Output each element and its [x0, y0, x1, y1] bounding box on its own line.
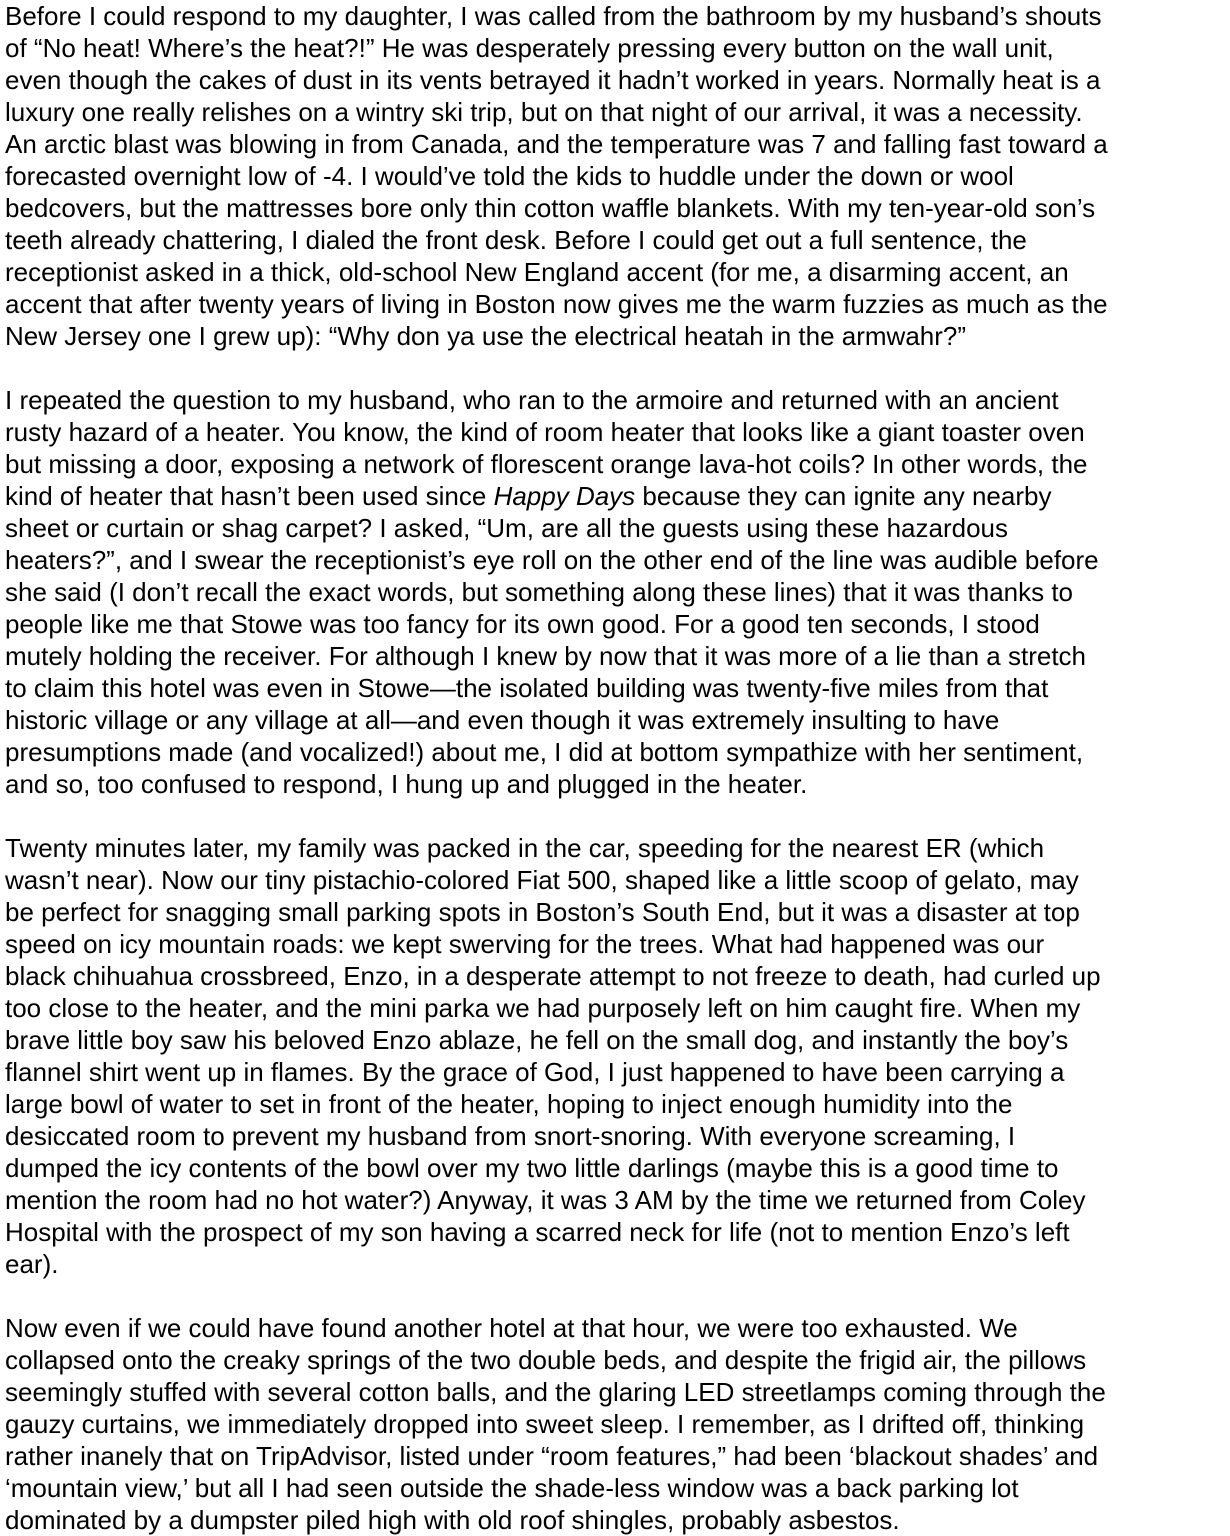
paragraph-emergency-room: Twenty minutes later, my family was packed in the car, speeding for the nearest ER (which wasn’t near). Now our tiny pistachio-colored Fiat 500, shaped like a little scoop of gelato, may be perfect for snagging small parking spots in Boston’s South End, but it was a disaster at top speed on icy mountain roads: we kept swerving for the trees. What had happened was our black chihuahua crossbreed, Enzo, in a desperate attempt to not freeze to death, had curled up too close to the heater, and the mini parka we had purposely left on him caught fire. When my brave little boy saw his beloved Enzo ablaze, he fell on the small dog, and instantly the boy’s flannel shirt went up in flames. By the grace of God, I just happened to have been carrying a large bowl of water to set in front of the heater, hoping to inject enough humidity into the desiccated room to prevent my husband from snort-snoring. With everyone screaming, I dumped the icy contents of the bowl over my two little darlings (maybe this is a good time to mention the room had no hot water?) Anyway, it was 3 AM by the time we returned from Coley Hospital with the prospect of my son having a scarred neck for life (not to mention Enzo’s left ear).: [5, 833, 1101, 1279]
paragraph-sleep: Now even if we could have found another hotel at that hour, we were too exhausted. We collapsed onto the creaky springs of the two double beds, and despite the frigid air, the pillows seemingly stuffed with several cotton balls, and the glaring LED streetlamps coming through the gauzy curtains, we immediately dropped into sweet sleep. I remember, as I drifted off, thinking rather inanely that on TripAdvisor, listed under “room features,” had been ‘blackout shades’ and ‘mountain view,’ but all I had seen outside the shade-less window was a back parking lot dominated by a dumpster piled high with old roof shingles, probably asbestos.: [5, 1313, 1106, 1535]
paragraph-heater-text-after-italic: because they can ignite any nearby sheet or curtain or shag carpet? I asked, “Um, are all the guests using these hazardous heaters?”, and I swear the receptionist’s eye roll on the other end of the line was audible before she said (I don’t recall the exact words, but something along these lines) that it was thanks to people like me that Stowe was too fancy for its own good. For a good ten seconds, I stood mutely holding the receiver. For although I knew by now that it was more of a lie than a stretch to claim this hotel was even in Stowe—the isolated building was twenty-five miles from that historic village or any village at all—and even though it was extremely insulting to have presumptions made (and vocalized!) about me, I did at bottom sympathize with her sentiment, and so, too confused to respond, I hung up and plugged in the heater.: [5, 481, 1099, 799]
paragraph-heater-text-before-italic: I repeated the question to my husband, who ran to the armoire and returned with an ancient rusty hazard of a heater. You know, the kind of room heater that looks like a giant toaster oven but missing a door, exposing a network of florescent orange lava-hot coils? In other words, the kind of heater that hasn’t been used since: [5, 385, 1088, 511]
paragraph-heater: [5, 384, 1222, 800]
paragraph-no-heat: Before I could respond to my daughter, I was called from the bathroom by my husband’s shouts of “No heat! Where’s the heat?!” He was desperately pressing every button on the wall unit, even though the cakes of dust in its vents betrayed it hadn’t worked in years. Normally heat is a luxury one really relishes on a wintry ski trip, but on that night of our arrival, it was a necessity. An arctic blast was blowing in from Canada, and the temperature was 7 and falling fast toward a forecasted overnight low of -4. I would’ve told the kids to huddle under the down or wool bedcovers, but the mattresses bore only thin cotton waffle blankets. With my ten-year-old son’s teeth already chattering, I dialed the front desk. Before I could get out a full sentence, the receptionist asked in a thick, old-school New England accent (for me, a disarming accent, an accent that after twenty years of living in Boston now gives me the warm fuzzies as much as the New Jersey one I grew up): “Why don ya use the electrical heatah in the armwahr?”: [5, 1, 1108, 351]
italic-title-happy-days: Happy Days: [493, 481, 636, 511]
